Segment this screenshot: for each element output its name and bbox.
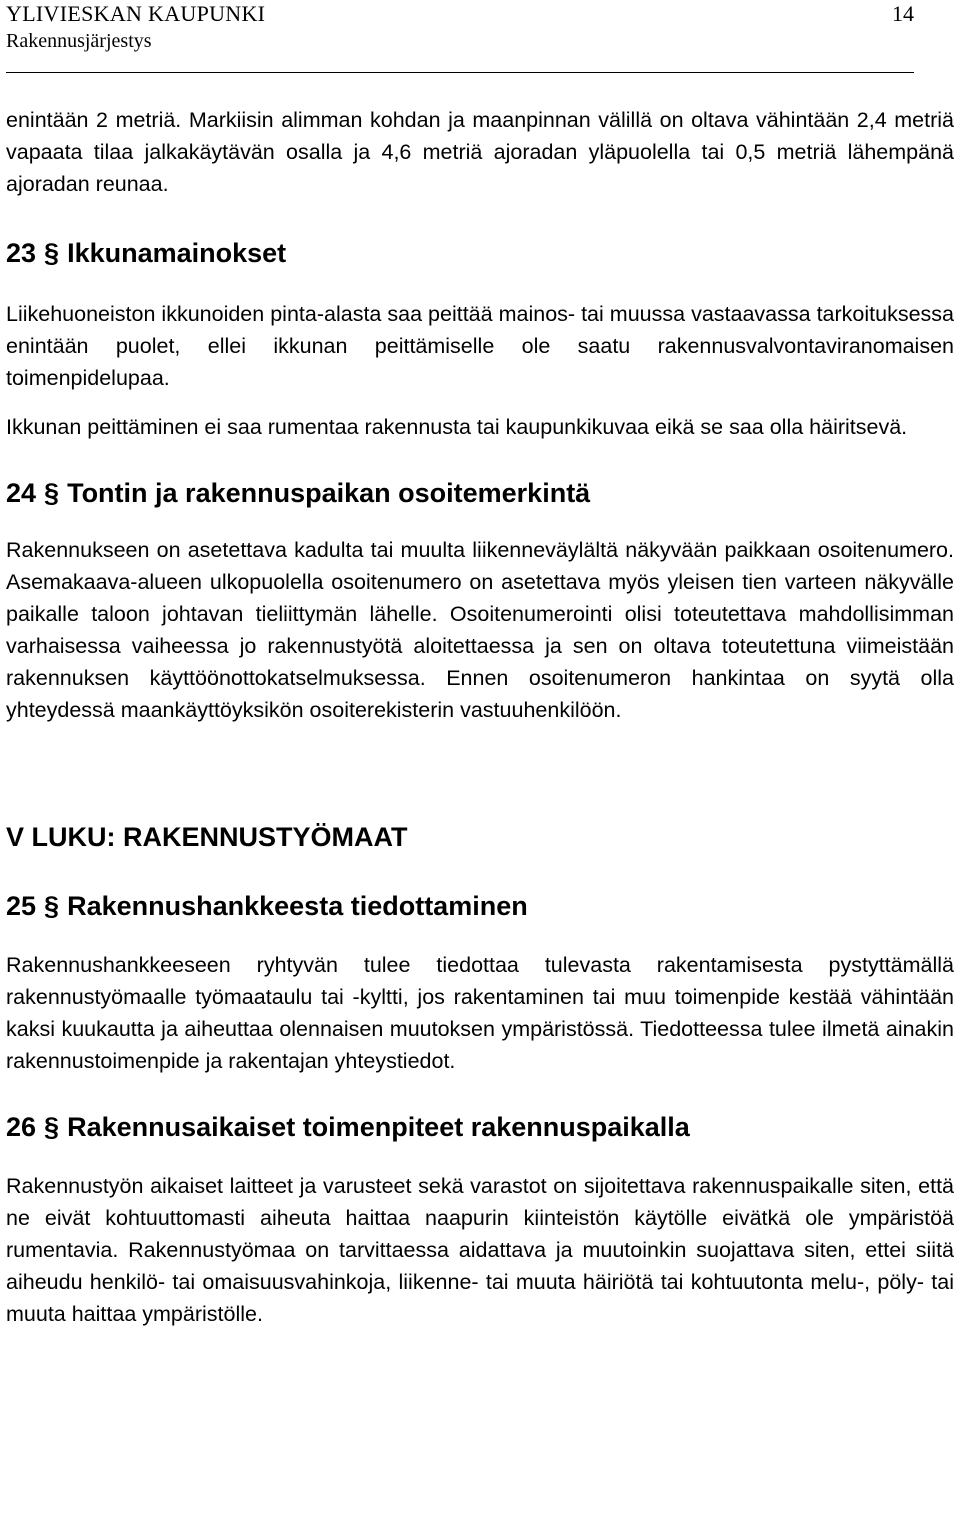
section-title: Rakennusaikaiset toimenpiteet rakennuspaikalla — [67, 1112, 690, 1142]
document-body — [6, 104, 954, 1330]
section-sign: § — [44, 238, 60, 268]
section-sign: § — [44, 478, 60, 508]
section-26-heading — [6, 1110, 954, 1144]
section-23-paragraph-2: Ikkunan peittäminen ei saa rumentaa rakennusta tai kaupunkikuvaa eikä se saa olla häiritsevä. — [6, 415, 908, 439]
section-title: Ikkunamainokset — [67, 238, 287, 268]
document-title: Rakennusjärjestys — [6, 30, 152, 52]
section-title: Tontin ja rakennuspaikan osoitemerkintä — [67, 478, 591, 508]
organization-name: YLIVIESKAN KAUPUNKI — [6, 1, 266, 26]
section-number: 25 — [6, 891, 37, 921]
intro-paragraph: enintään 2 metriä. Markiisin alimman kohdan ja maanpinnan välillä on oltava vähintään 2,4 metriä vapaata tilaa jalkakäytävän osalla ja 4,6 metriä ajoradan yläpuolella tai 0,5 metriä lähempänä ajoradan reunaa. — [6, 108, 954, 196]
section-24-heading — [6, 476, 954, 510]
page-number: 14 — [892, 1, 914, 26]
section-25-heading — [6, 889, 954, 923]
section-26-paragraph-1: Rakennustyön aikaiset laitteet ja varusteet sekä varastot on sijoitettava rakennuspaikalle siten, että ne eivät kohtuuttomasti aiheuta haittaa naapurin kiinteistön käytölle eivätkä ole ympäristöä rumentavia. Rakennustyömaa on tarvittaessa aidattava ja muutoinkin suojattava siten, ettei siitä aiheudu henkilö- tai omaisuusvahinkoja, liikenne- tai muuta häiriötä tai kohtuutonta melu-, pöly- tai muuta haittaa ympäristölle. — [6, 1174, 954, 1326]
page-header — [6, 0, 916, 78]
section-title: Rakennushankkeesta tiedottaminen — [67, 891, 528, 921]
section-23-paragraph-1: Liikehuoneiston ikkunoiden pinta-alasta saa peittää mainos- tai muussa vastaavassa tarkoituksessa enintään puolet, ellei ikkunan peittämiselle ole saatu rakennusvalvontaviranomaisen toimenpidelupaa. — [6, 302, 954, 390]
section-number: 26 — [6, 1112, 37, 1142]
chapter-heading: V LUKU: RAKENNUSTYÖMAAT — [6, 822, 408, 852]
section-number: 23 — [6, 238, 37, 268]
section-sign: § — [44, 1112, 60, 1142]
section-25-paragraph-1: Rakennushankkeeseen ryhtyvän tulee tiedottaa tulevasta rakentamisesta pystyttämällä rakennustyömaalle työmaataulu tai -kyltti, jos rakentaminen tai muu toimenpide kestää vähintään kaksi kuukautta ja aiheuttaa olennaisen muutoksen ympäristössä. Tiedotteessa tulee ilmetä ainakin rakennustoimenpide ja rakentajan yhteystiedot. — [6, 953, 954, 1073]
section-number: 24 — [6, 478, 37, 508]
section-sign: § — [44, 891, 60, 921]
section-23-heading — [6, 236, 954, 270]
header-rule — [6, 72, 914, 73]
section-24-paragraph-1: Rakennukseen on asetettava kadulta tai muulta liikenneväylältä näkyvään paikkaan osoitenumero. Asemakaava-alueen ulkopuolella osoitenumero on asetettava myös yleisen tien varteen näkyvälle paikalle taloon johtavan tieliittymän lähelle. Osoitenumerointi olisi toteutettava mahdollisimman varhaisessa vaiheessa jo rakennustyötä aloitettaessa ja sen on oltava toteutettuna viimeistään rakennuksen käyttöönottokatselmuksessa. Ennen osoitenumeron hankintaa on syytä olla yhteydessä maankäyttöyksikön osoiterekisterin vastuuhenkilöön. — [6, 538, 954, 722]
